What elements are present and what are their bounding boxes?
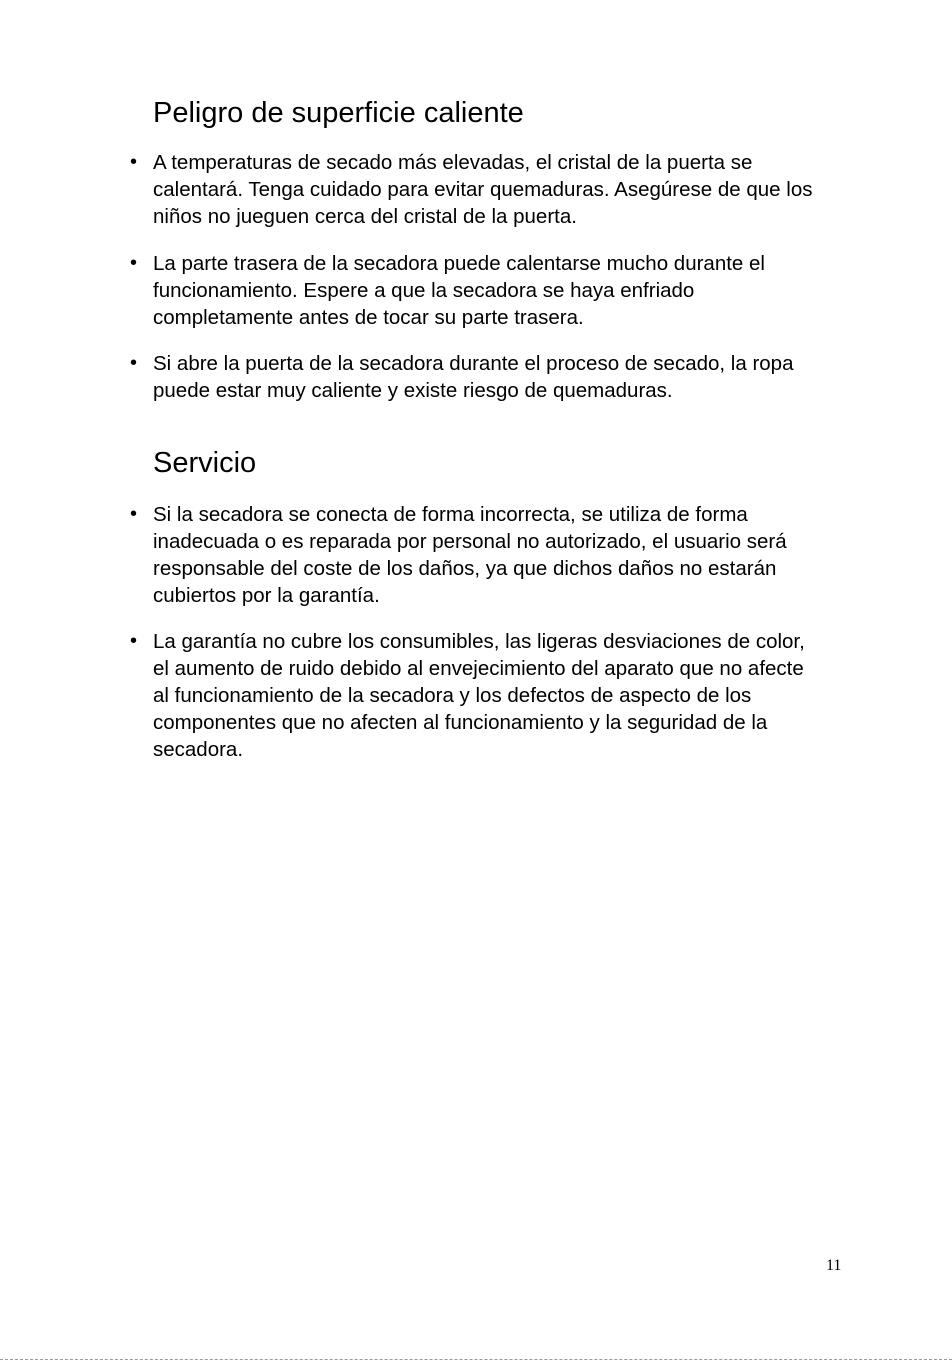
list-item <box>0 628 825 763</box>
bullet-icon: • <box>130 503 138 525</box>
list-item <box>0 501 825 609</box>
page-number: 11 <box>826 1257 842 1274</box>
bullet-icon: • <box>130 352 138 374</box>
bullet-icon: • <box>130 252 138 274</box>
list-item <box>0 149 825 230</box>
bullet-icon: • <box>130 630 138 652</box>
list-item-text: La garantía no cubre los consumibles, las ligeras desviaciones de color, el aumento de ruido debido al envejecimiento del aparato que no afecte al funcionamiento de la secadora y los defectos de aspecto de los componentes que no afecten al funcionamiento y la seguridad de la secadora. <box>153 630 805 761</box>
service-list <box>0 501 825 763</box>
page-bottom-divider <box>0 1359 952 1360</box>
hot-surface-list <box>0 149 825 404</box>
section-heading-hot-surface: Peligro de superficie caliente <box>153 97 524 129</box>
list-item <box>0 250 825 331</box>
bullet-icon: • <box>130 151 138 173</box>
section-heading-service: Servicio <box>153 447 257 479</box>
list-item <box>0 350 825 404</box>
list-item-text: A temperaturas de secado más elevadas, el cristal de la puerta se calentará. Tenga cuidado para evitar quemaduras. Asegúrese de que los niños no jueguen cerca del cristal de la puerta. <box>153 151 813 228</box>
list-item-text: Si abre la puerta de la secadora durante el proceso de secado, la ropa puede estar muy caliente y existe riesgo de quemaduras. <box>153 352 794 402</box>
list-item-text: La parte trasera de la secadora puede calentarse mucho durante el funcionamiento. Espere a que la secadora se haya enfriado completamente antes de tocar su parte trasera. <box>153 252 765 329</box>
list-item-text: Si la secadora se conecta de forma incorrecta, se utiliza de forma inadecuada o es reparada por personal no autorizado, el usuario será responsable del coste de los daños, ya que dichos daños no estarán cubiertos por la garantía. <box>153 503 787 607</box>
